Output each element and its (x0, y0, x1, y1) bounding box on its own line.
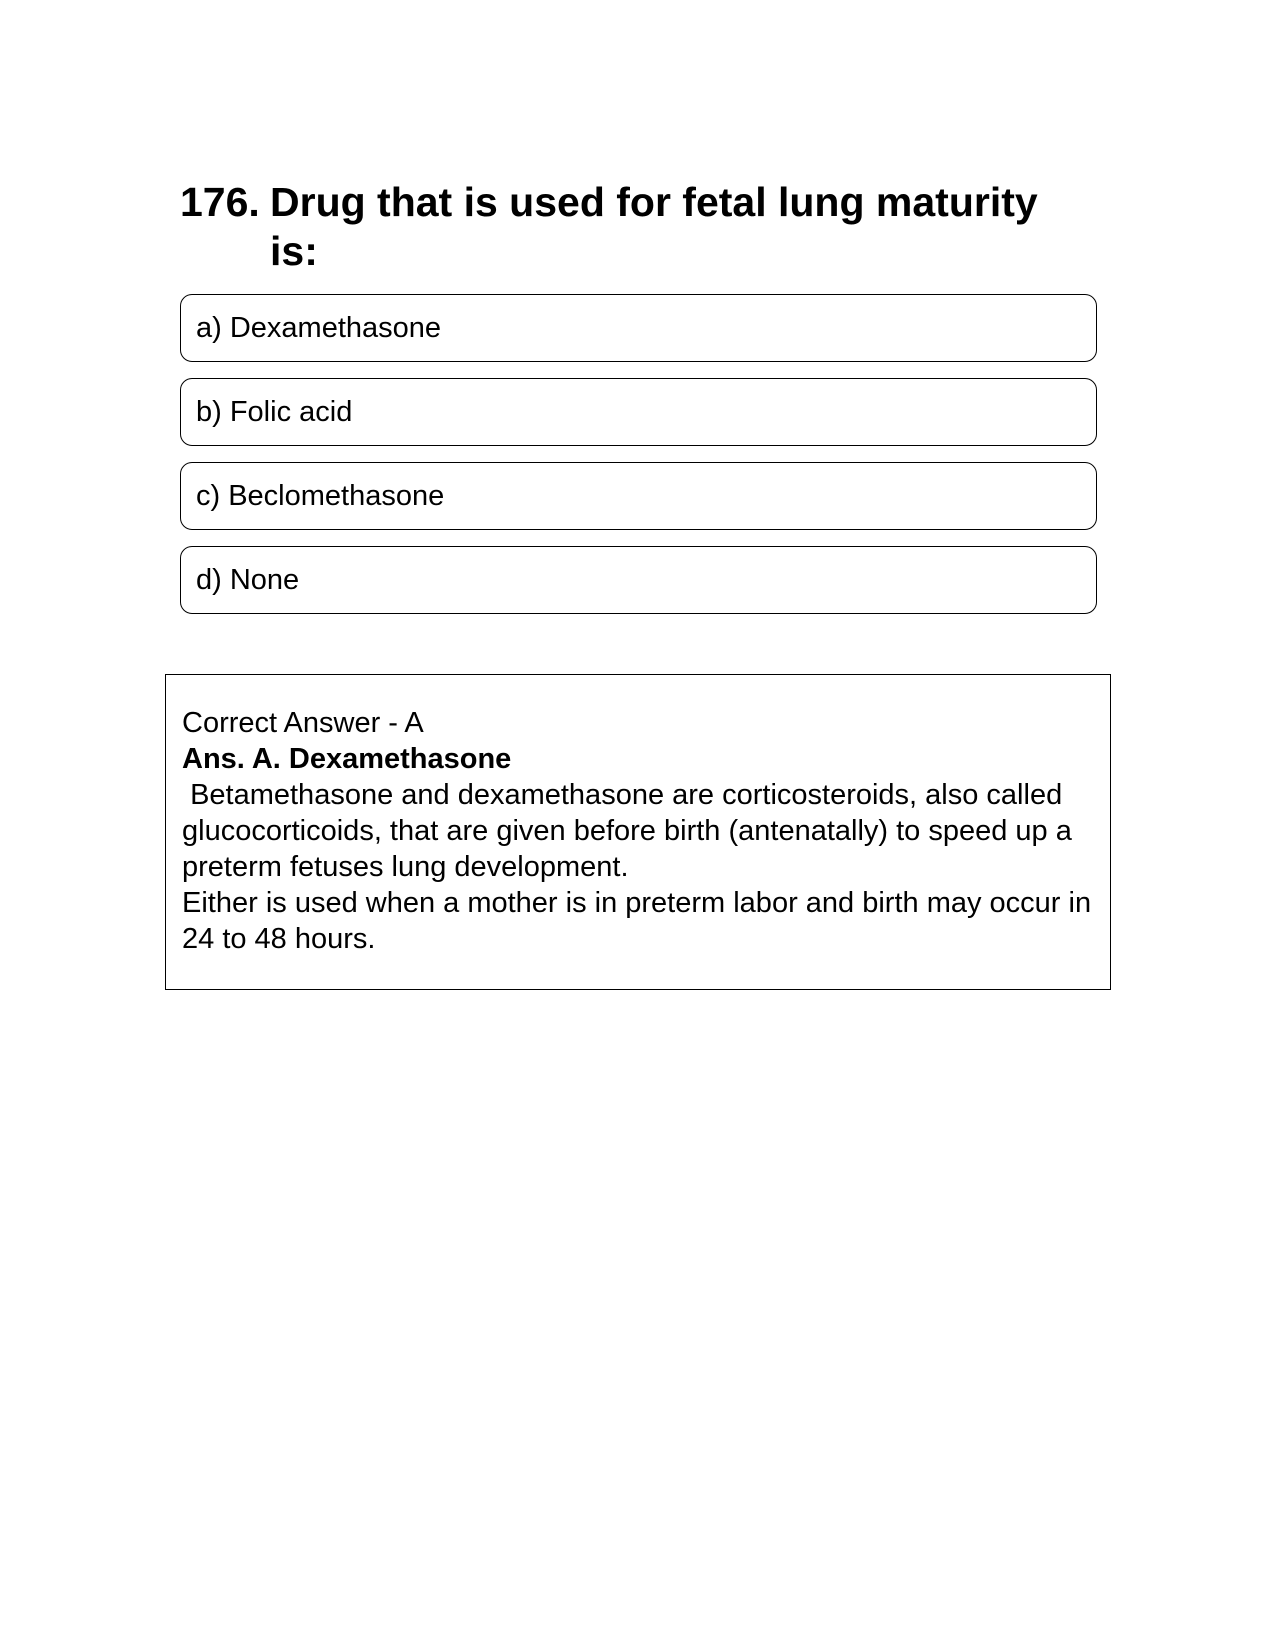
answer-explanation-box (165, 674, 1111, 990)
answer-heading: Ans. A. Dexamethasone (182, 743, 512, 775)
option-d-label: d) None (196, 563, 300, 596)
explanation-paragraph-1: Betamethasone and dexamethasone are corticosteroids, also called glucocorticoids, that are given before birth (antenatally) to speed up a preterm fetuses lung development. (182, 779, 1080, 883)
option-b[interactable] (180, 378, 1097, 446)
option-b-label: b) Folic acid (196, 395, 353, 428)
option-d[interactable] (180, 546, 1097, 614)
correct-answer: Correct Answer - A (182, 707, 424, 739)
option-a[interactable] (180, 294, 1097, 362)
option-c[interactable] (180, 462, 1097, 530)
option-a-label: a) Dexamethasone (196, 311, 442, 344)
option-c-label: c) Beclomethasone (196, 479, 445, 512)
question-text: Drug that is used for fetal lung maturity is: (270, 179, 1038, 274)
explanation-paragraph-2: Either is used when a mother is in preterm labor and birth may occur in 24 to 48 hours. (182, 887, 1100, 955)
question-heading (180, 178, 1080, 276)
question-number: 176. (180, 179, 260, 225)
options-list (180, 294, 1097, 630)
